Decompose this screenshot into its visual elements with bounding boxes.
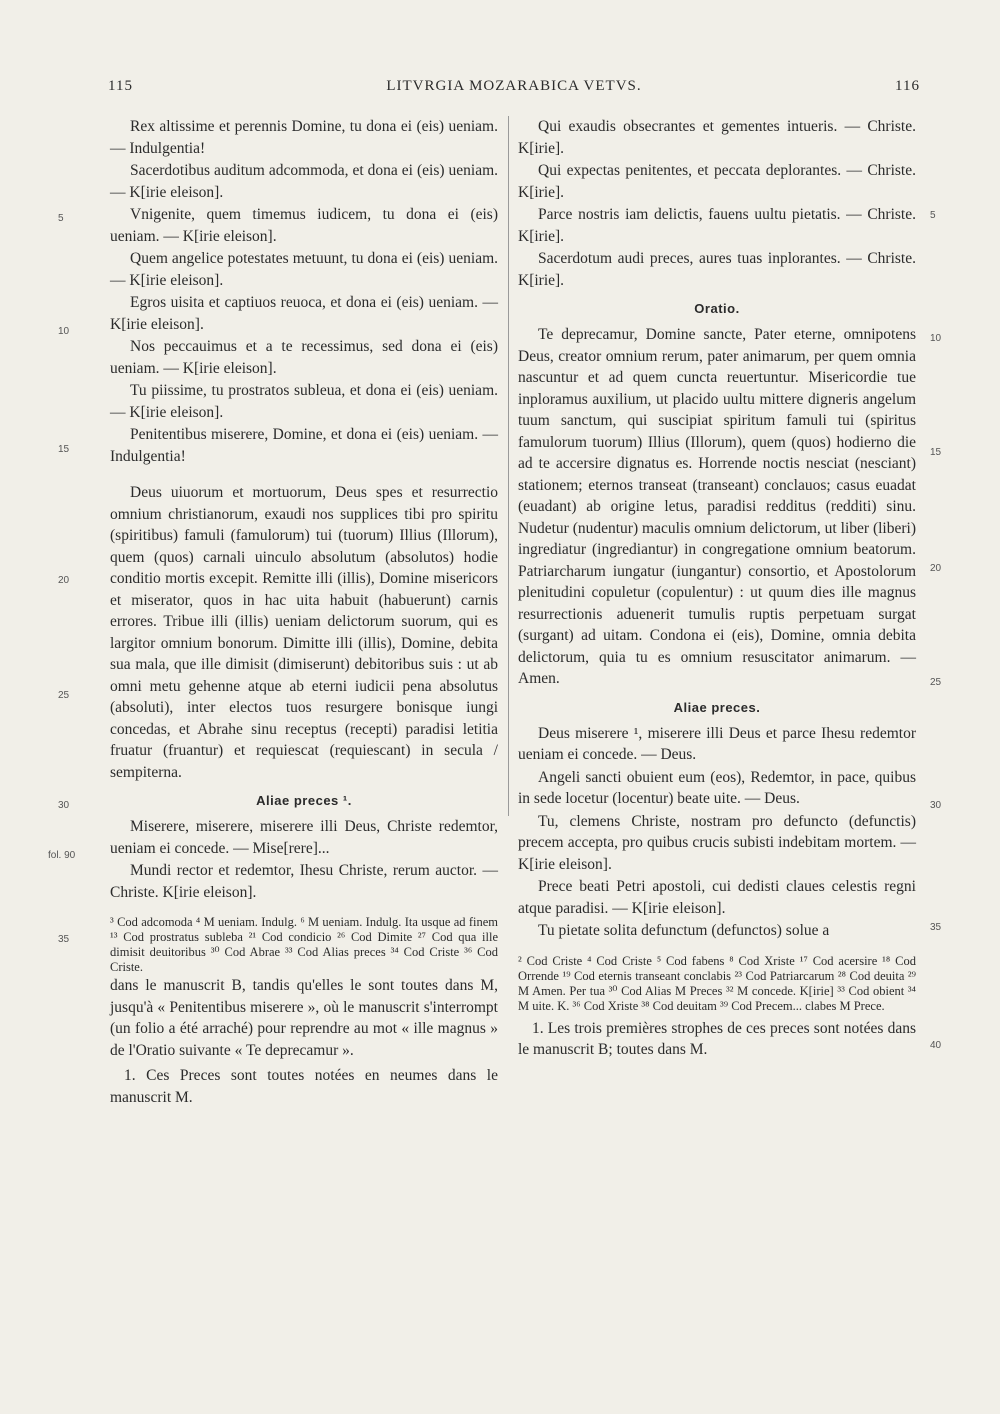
stanza: Parce nostris iam delictis, fauens uultu pietatis. — Christe. K[irie]. <box>518 206 916 245</box>
stanza: Rex altissime et perennis Domine, tu dona ei (eis) ueniam. — Indulgentia! <box>110 118 498 157</box>
stanza: Deus miserere ¹, miserere illi Deus et parce Ihesu redemtor ueniam ei concede. — Deus. <box>518 724 916 763</box>
stanza: Prece beati Petri apostoli, cui dedisti claues celestis regni atque paradisi. — K[irie eleison]. <box>518 878 916 917</box>
page-number-right: 116 <box>895 78 920 94</box>
stanza: Miserere, miserere, miserere illi Deus, Christe redemtor, ueniam ei concede. — Mise[rere]... <box>110 818 498 857</box>
stanza: Tu pietate solita defunctum (defunctos) solue a <box>538 922 830 939</box>
footnote-comment: dans le manuscrit B, tandis qu'elles le sont toutes dans M, jusqu'à « Penitentibus miserere », où le manuscrit s'interrompt (un folio a été arraché) pour reprendre au mot « ille magnus » de l'Oratio suivante « Te deprecamur ». <box>110 977 498 1059</box>
line-number: 20 <box>58 575 70 586</box>
line-number: 35 <box>930 922 942 933</box>
line-number: 25 <box>930 677 942 688</box>
line-number: 5 <box>930 210 936 221</box>
line-number: 15 <box>930 447 942 458</box>
line-number: 30 <box>930 800 942 811</box>
line-number: 10 <box>58 326 70 337</box>
column-divider <box>508 116 509 816</box>
page-number-left: 115 <box>108 78 133 94</box>
line-number: 30 <box>58 800 70 811</box>
footnote: 1. Ces Preces sont toutes notées en neumes dans le manuscrit M. <box>110 1067 498 1106</box>
variant-notes: ² Cod Criste ⁴ Cod Criste ⁵ Cod fabens ⁸ Cod Xriste ¹⁷ Cod acersire ¹⁸ Cod Orrende ¹⁹ Cod eternis transeant conclabis ²³ Cod Patriarcarum ²⁸ Cod deuita ²⁹ M Amen. Per tua ³⁰ Cod Alias M Preces ³² M concede. K[irie] ³³ Cod obient ³⁴ M uite. K. ³⁶ Cod Xriste ³⁸ Cod deuitam ³⁹ Cod Precem... clabes M Prece. <box>518 953 916 1013</box>
line-number: 40 <box>930 1040 942 1051</box>
line-number: 35 <box>58 934 70 945</box>
running-header <box>108 78 920 102</box>
folio-marker: fol. 90 <box>48 850 76 861</box>
section-heading: Aliae preces. <box>673 699 761 715</box>
line-number: 15 <box>58 444 70 455</box>
stanza: Sacerdotum audi preces, aures tuas inplorantes. — Christe. K[irie]. <box>518 250 916 289</box>
line-number: 20 <box>930 563 942 574</box>
variant-notes: ³ Cod adcomoda ⁴ M ueniam. Indulg. ⁶ M ueniam. Indulg. Ita usque ad finem ¹³ Cod prostratus subleba ²¹ Cod condicio ²⁶ Cod Dimite ²⁷ Cod qua ille dimisit deuitoribus ³⁰ Cod Abrae ³³ Cod Alias preces ³⁴ Cod Criste ³⁶ Cod Criste. <box>110 915 498 974</box>
stanza: Vnigenite, quem timemus iudicem, tu dona ei (eis) ueniam. — K[irie eleison]. <box>110 206 498 245</box>
line-number: 10 <box>930 333 942 344</box>
stanza: Sacerdotibus auditum adcommoda, et dona ei (eis) ueniam. — K[irie eleison]. <box>110 162 498 201</box>
stanza: Penitentibus miserere, Domine, et dona ei (eis) ueniam. — Indulgentia! <box>110 426 498 465</box>
stanza: Quem angelice potestates metuunt, tu dona ei (eis) ueniam. — K[irie eleison]. <box>110 250 498 289</box>
stanza: Qui exaudis obsecrantes et gementes intueris. — Christe. K[irie]. <box>518 118 916 157</box>
stanza: Angeli sancti obuient eum (eos), Redemtor, in pace, quibus in sede locetur (locentur) beate uite. — Deus. <box>518 768 916 807</box>
stanza: Qui expectas penitentes, et peccata deplorantes. — Christe. K[irie]. <box>518 162 916 201</box>
stanza: Nos peccauimus et a te recessimus, sed dona ei (eis) ueniam. — K[irie eleison]. <box>110 338 498 377</box>
left-column <box>110 116 498 1108</box>
line-number: 5 <box>58 213 64 224</box>
line-number: 25 <box>58 690 70 701</box>
section-heading: Oratio. <box>694 301 740 316</box>
stanza: Tu piissime, tu prostratos subleua, et dona ei (eis) ueniam. — K[irie eleison]. <box>110 382 498 421</box>
stanza: Egros uisita et captiuos reuoca, et dona ei (eis) ueniam. — K[irie eleison]. <box>110 294 498 333</box>
oratio-text: Te deprecamur, Domine sancte, Pater eterne, omnipotens Deus, creator omnium rerum, pater animarum, per quem omnia nascuntur et ad quem cuncta reuertuntur. Misericordie tue inploramus auxilium, ut placido uultu mittere digneris angelum tuum sanctum, qui suscipiat spiritum famuli tui (spiritus famulorum tuorum) Illius (Illorum), quem (quos) hodierno die ad te accersire dignatus es. Horrende noctis nesciat (nesciant) stationem; eternos transeat (transeant) conclauos; casus euadat (euadant) ab origine letus, paradisi redditus (redditi) sinu. Nudetur (nudentur) maculis omnium delictorum, ut liber (liberi) ingrediatur (ingrediantur) in congregatione omnium beatorum. Patriarcharum iungatur (iungantur) consortio, et Apostolorum plenitudini copuletur (copulentur) : ut quum dies ille magnus resurrectionis aduenerit tumulis ruptis perpetuam surgat (surgant) ad uitam. Condona ei (eis), Domine, omnia debita delictorum, quia tu es omnium resuscitator animarum. — Amen. <box>518 326 916 687</box>
running-title: LITVRGIA MOZARABICA VETVS. <box>386 78 642 94</box>
footnote: 1. Les trois premières strophes de ces preces sont notées dans le manuscrit B; toutes dans M. <box>518 1019 916 1058</box>
prayer-text: Deus uiuorum et mortuorum, Deus spes et resurrectio omnium christianorum, exaudi nos supplices tibi pro spiritu (spiritibus) famuli (famulorum) tui (tuorum) Illius (Illorum), quem (quos) carnali uinculo absolutum (absolutos) hodie conditio mortis excepit. Remitte illi (illis), Domine misericors et miserator, quos in hac uita habuit (habuerunt) carnis errores. Tribue illi (illis) ueniam delictorum suorum, qui es largitor omnium bonorum. Dimitte illi (illis), Domine, debita sua mala, que ille dimisit (dimiserunt) debitoribus suis : ut ab omni metu gehenne atque ab eterni iudicii pena absolutus (absoluti), inter electos tuos resurgere bonisque iungi concedas, et Abrahe sinu receptus (recepti) paradisi letitia fruatur (fruantur) et requiescat (requiescant) in secula / sempiterna. <box>110 484 498 781</box>
section-heading: Aliae preces ¹. <box>256 793 352 808</box>
stanza: Mundi rector et redemtor, Ihesu Christe, rerum auctor. — Christe. K[irie eleison]. <box>110 862 498 901</box>
right-column <box>518 116 916 1061</box>
stanza: Tu, clemens Christe, nostram pro defuncto (defunctis) precem accepta, pro quibus crucis subisti indebitam mortem. — K[irie eleison]. <box>518 812 916 873</box>
